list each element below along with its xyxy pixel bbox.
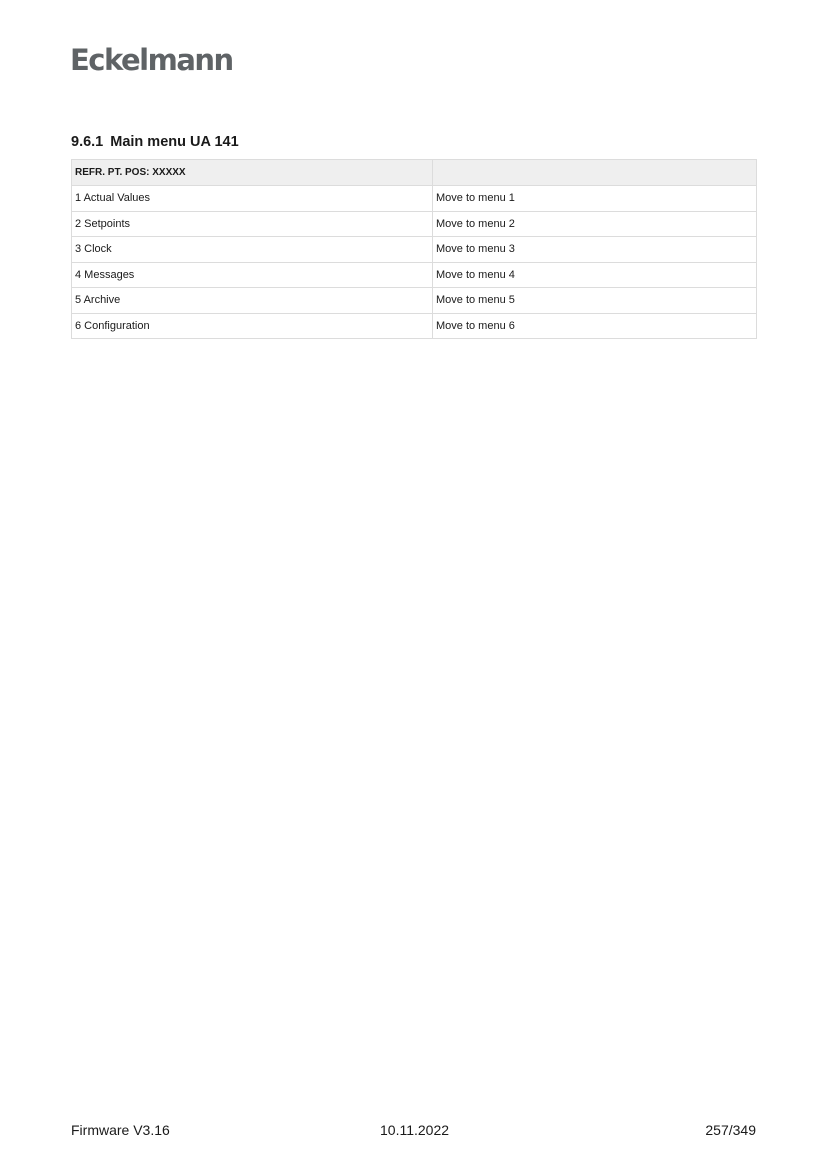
footer-page-number: 257/349 (705, 1122, 756, 1138)
footer-date: 10.11.2022 (380, 1122, 450, 1138)
table-row (72, 288, 757, 314)
menu-item-description: Move to menu 3 (433, 237, 757, 263)
section-number: 9.6.1 (71, 134, 104, 150)
table-row (72, 237, 757, 263)
menu-item-description: Move to menu 4 (433, 262, 757, 288)
menu-item-label: 3 Clock (72, 237, 433, 263)
table-header-cell: REFR. PT. POS: XXXXX (72, 160, 433, 186)
table-row (72, 313, 757, 339)
menu-item-description: Move to menu 5 (433, 288, 757, 314)
menu-item-label: 5 Archive (72, 288, 433, 314)
menu-item-label: 1 Actual Values (72, 186, 433, 212)
table-header-cell (433, 160, 757, 186)
main-menu-table (71, 159, 757, 339)
table-row (72, 211, 757, 237)
footer-firmware-version: Firmware V3.16 (71, 1122, 170, 1138)
table-header-row (72, 160, 757, 186)
menu-item-label: 6 Configuration (72, 313, 433, 339)
menu-item-description: Move to menu 2 (433, 211, 757, 237)
menu-item-description: Move to menu 1 (433, 186, 757, 212)
table-row (72, 262, 757, 288)
menu-item-label: 2 Setpoints (72, 211, 433, 237)
section-heading (71, 133, 239, 151)
menu-item-label: 4 Messages (72, 262, 433, 288)
table-row (72, 186, 757, 212)
company-logo: Eckelmann (70, 43, 233, 77)
section-title-text: Main menu UA 141 (110, 134, 239, 150)
menu-item-description: Move to menu 6 (433, 313, 757, 339)
